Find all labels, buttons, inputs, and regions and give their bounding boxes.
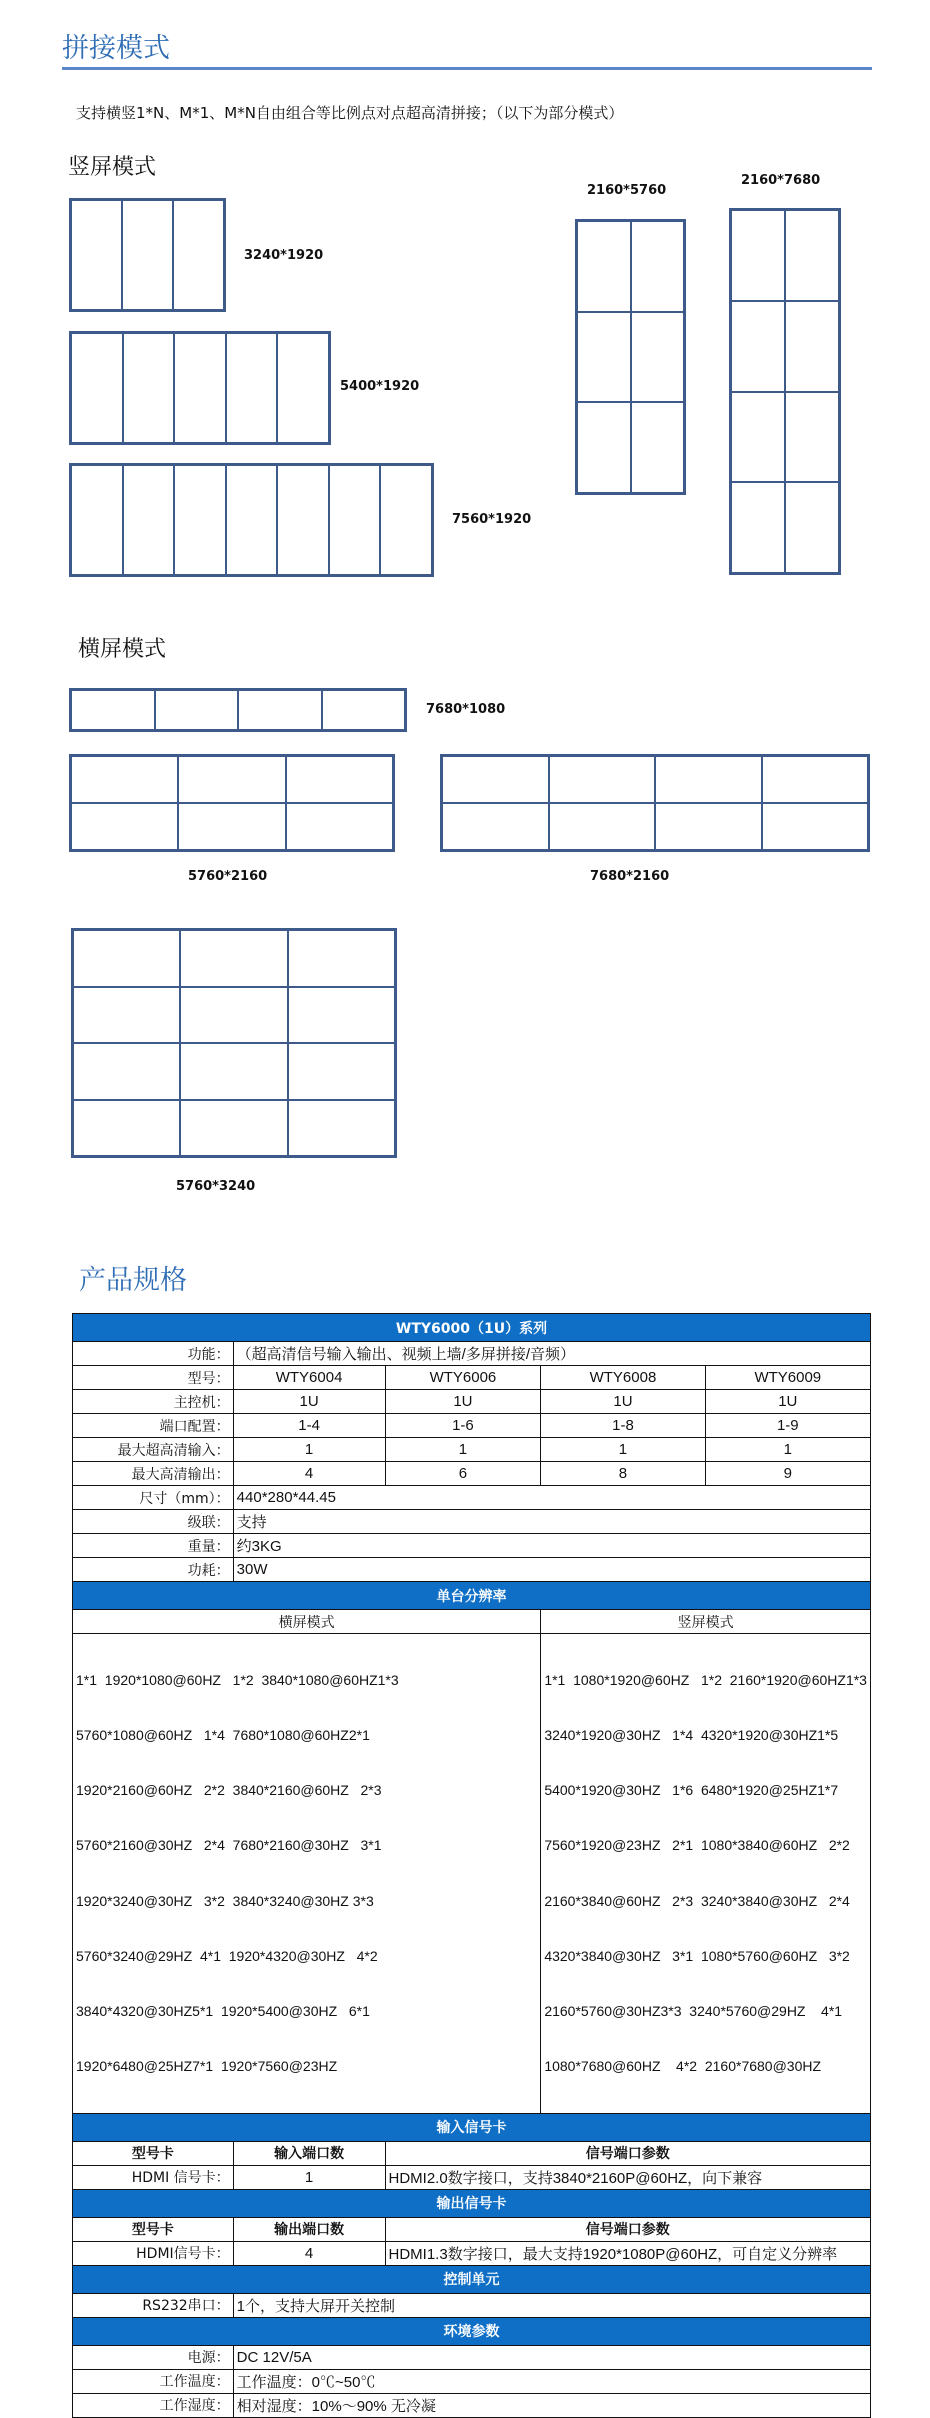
res-line: 1920*3240@30HZ 3*2 3840*3240@30HZ 3*3 [76,1892,374,1909]
card-col-header: 型号卡 [73,2141,234,2165]
model-cell: WTY6006 [385,1366,541,1390]
layout-label-2160x5760: 2160*5760 [587,183,667,198]
portrait-mode-title: 竖屏模式 [68,155,157,180]
res-line: 2160*3840@60HZ 2*3 3240*3840@30HZ 2*4 [544,1892,850,1909]
temperature-value: 工作温度：0℃~50℃ [233,2369,870,2393]
layout-label-5760x2160: 5760*2160 [188,869,268,884]
layout-grid-3240x1920 [69,198,226,312]
output-port-count: 4 [233,2241,385,2265]
layout-label-5760x3240: 5760*3240 [176,1179,256,1194]
host-cell: 1U [705,1390,870,1414]
layout-grid-2160x5760 [575,219,686,495]
ports-cell: 1-6 [385,1414,541,1438]
series-header: WTY6000（1U）系列 [73,1314,871,1342]
layout-grid-5400x1920 [69,331,331,445]
input-port-count: 1 [233,2165,385,2189]
layout-label-2160x7680: 2160*7680 [741,173,821,188]
rs232-value: 1个，支持大屏开关控制 [233,2293,870,2317]
ports-cell: 1-4 [233,1414,385,1438]
layout-label-7560x1920: 7560*1920 [452,512,532,527]
function-value: （超高清信号输入输出、视频上墙/多屏拼接/音频） [233,1342,870,1366]
humidity-value: 相对湿度：10%～90% 无冷凝 [233,2393,870,2417]
function-label: 功能： [73,1342,234,1366]
layout-label-7680x2160: 7680*2160 [590,869,670,884]
res-line: 1080*7680@60HZ 4*2 2160*7680@30HZ [544,2058,822,2075]
model-cell: WTY6009 [705,1366,870,1390]
title-underline [62,67,872,70]
max-output-cell: 4 [233,1462,385,1486]
layout-grid-7680x1080 [69,688,407,732]
layout-label-5400x1920: 5400*1920 [340,379,420,394]
layout-grid-7560x1920 [69,463,434,577]
layout-grid-2160x7680 [729,208,841,575]
model-label: 型号： [73,1366,234,1390]
ports-cell: 1-8 [541,1414,705,1438]
input-card-name: HDMI 信号卡： [73,2165,234,2189]
layout-label-7680x1080: 7680*1080 [426,702,506,717]
host-cell: 1U [233,1390,385,1414]
res-portrait-list [541,1634,871,2114]
layout-grid-5760x2160 [69,754,395,852]
control-unit-header: 控制单元 [73,2265,871,2293]
cascade-label: 级联： [73,1510,234,1534]
layout-grid-5760x3240 [71,928,397,1158]
layout-grid-7680x2160 [440,754,870,852]
weight-label: 重量： [73,1534,234,1558]
max-output-cell: 9 [705,1462,870,1486]
power-value: 30W [233,1558,870,1582]
max-input-cell: 1 [385,1438,541,1462]
humidity-label: 工作湿度： [73,2393,234,2417]
res-line: 1*1 1920*1080@60HZ 1*2 3840*1080@60HZ1*3 [76,1671,399,1688]
res-landscape-list [73,1634,541,2114]
max-output-cell: 6 [385,1462,541,1486]
res-line: 1920*2160@60HZ 2*2 3840*2160@60HZ 2*3 [76,1782,382,1799]
section-title-specs: 产品规格 [79,1265,187,1296]
temperature-label: 工作温度： [73,2369,234,2393]
max-output-cell: 8 [541,1462,705,1486]
resolution-header: 单台分辨率 [73,1582,871,1610]
param-col-header: 信号端口参数 [385,2141,870,2165]
max-input-cell: 1 [705,1438,870,1462]
output-port-col-header: 输出端口数 [233,2217,385,2241]
spec-table [72,1313,871,2418]
max-input-cell: 1 [541,1438,705,1462]
section-title-splicing: 拼接模式 [62,33,170,64]
size-label: 尺寸（mm）： [73,1486,234,1510]
res-line: 7560*1920@23HZ 2*1 1080*3840@60HZ 2*2 [544,1837,850,1854]
model-cell: WTY6008 [541,1366,705,1390]
res-line: 4320*3840@30HZ 3*1 1080*5760@60HZ 3*2 [544,1947,850,1964]
power-label: 功耗： [73,1558,234,1582]
output-card-header: 输出信号卡 [73,2189,871,2217]
output-card-name: HDMI信号卡： [73,2241,234,2265]
res-line: 3840*4320@30HZ5*1 1920*5400@30HZ 6*1 [76,2003,370,2020]
layout-label-3240x1920: 3240*1920 [244,248,324,263]
res-landscape-title: 横屏模式 [73,1610,541,1634]
res-portrait-title: 竖屏模式 [541,1610,871,1634]
max-input-label: 最大超高清输入： [73,1438,234,1462]
max-input-cell: 1 [233,1438,385,1462]
model-cell: WTY6004 [233,1366,385,1390]
res-line: 5400*1920@30HZ 1*6 6480*1920@25HZ1*7 [544,1782,839,1799]
power-supply-value: DC 12V/5A [233,2345,870,2369]
param-col-header: 信号端口参数 [385,2217,870,2241]
rs232-label: RS232串口： [73,2293,234,2317]
input-card-header: 输入信号卡 [73,2113,871,2141]
output-param: HDMI1.3数字接口，最大支持1920*1080P@60HZ，可自定义分辨率 [385,2241,870,2265]
res-line: 1*1 1080*1920@60HZ 1*2 2160*1920@60HZ1*3 [544,1671,867,1688]
power-supply-label: 电源： [73,2345,234,2369]
splicing-description: 支持横竖1*N、M*1、M*N自由组合等比例点对点超高清拼接；（以下为部分模式） [76,104,624,122]
ports-label: 端口配置： [73,1414,234,1438]
ports-cell: 1-9 [705,1414,870,1438]
res-line: 5760*3240@29HZ 4*1 1920*4320@30HZ 4*2 [76,1947,378,1964]
host-cell: 1U [541,1390,705,1414]
res-line: 5760*2160@30HZ 2*4 7680*2160@30HZ 3*1 [76,1837,382,1854]
max-output-label: 最大高清输出： [73,1462,234,1486]
res-line: 3240*1920@30HZ 1*4 4320*1920@30HZ1*5 [544,1727,839,1744]
host-label: 主控机： [73,1390,234,1414]
input-port-col-header: 输入端口数 [233,2141,385,2165]
res-line: 2160*5760@30HZ3*3 3240*5760@29HZ 4*1 [544,2003,843,2020]
size-value: 440*280*44.45 [233,1486,870,1510]
card-col-header: 型号卡 [73,2217,234,2241]
host-cell: 1U [385,1390,541,1414]
res-line: 1920*6480@25HZ7*1 1920*7560@23HZ [76,2058,338,2075]
landscape-mode-title: 横屏模式 [78,637,167,662]
weight-value: 约3KG [233,1534,870,1558]
input-param: HDMI2.0数字接口，支持3840*2160P@60HZ，向下兼容 [385,2165,870,2189]
environment-header: 环境参数 [73,2317,871,2345]
res-line: 5760*1080@60HZ 1*4 7680*1080@60HZ2*1 [76,1727,370,1744]
cascade-value: 支持 [233,1510,870,1534]
